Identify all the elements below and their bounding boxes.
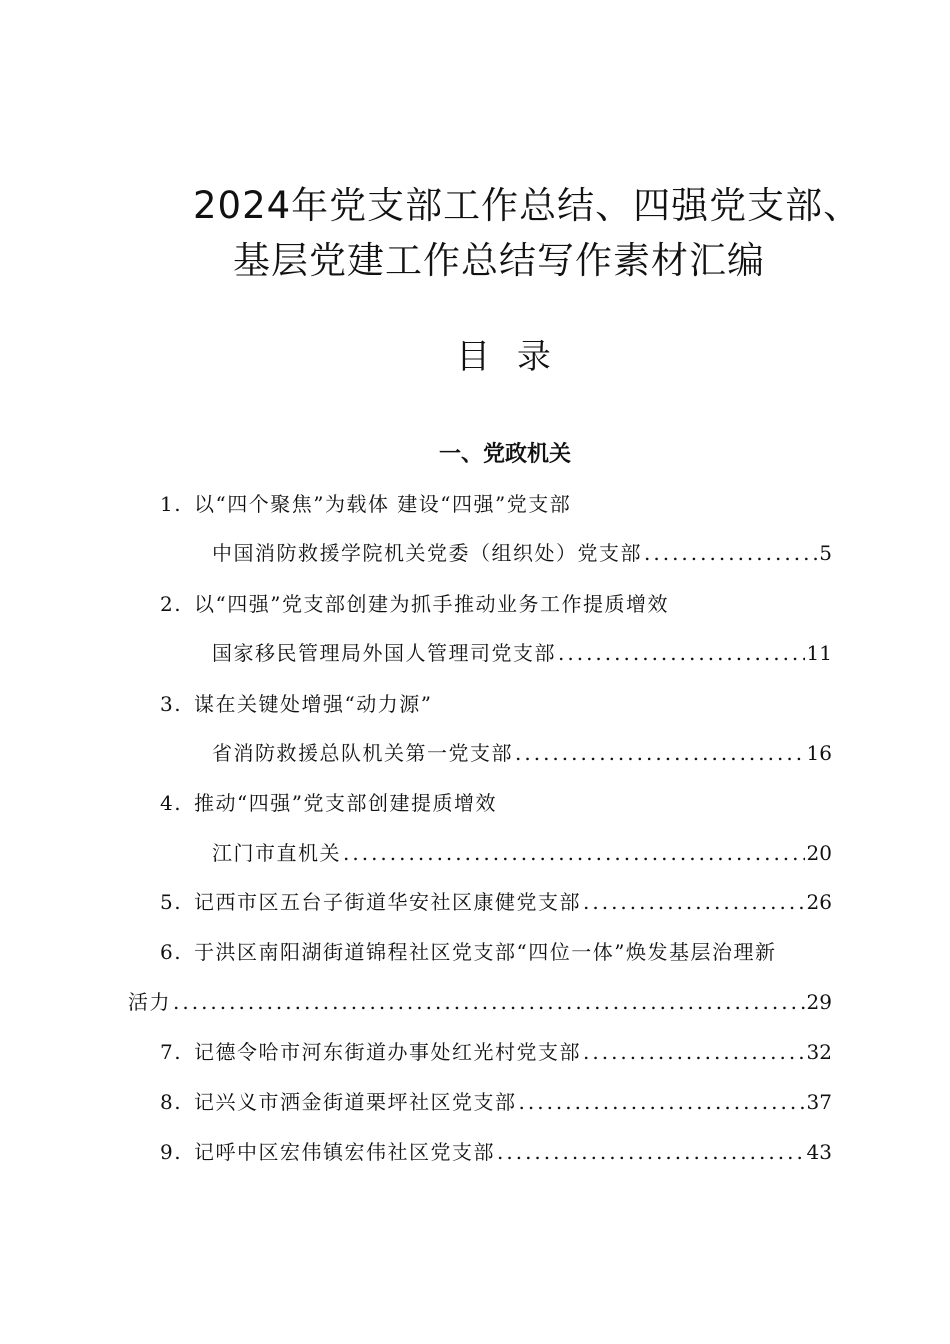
toc-leader-dots [583, 1037, 805, 1067]
toc-page-number: 11 [806, 641, 832, 665]
toc-entry-number: 3. [160, 692, 183, 716]
document-title [60, 178, 890, 288]
toc-entry-subtitle-line[interactable] [212, 738, 832, 768]
toc-leader-dots [343, 838, 805, 868]
toc-page-number: 26 [806, 890, 832, 914]
toc-entry-number: 7. [160, 1040, 183, 1064]
toc-heading: 目 录 [456, 337, 559, 377]
toc-leader-dots [644, 538, 817, 568]
toc-entry-text-wrap [160, 1037, 581, 1067]
toc-leader-dots [515, 738, 805, 768]
toc-entry-number: 2. [160, 592, 183, 616]
toc-leader-dots [583, 887, 805, 917]
toc-entry-text: 以“四强”党支部创建为抓手推动业务工作提质增效 [194, 592, 669, 616]
toc-page-number: 29 [806, 990, 832, 1014]
toc-entry-number: 9. [160, 1140, 183, 1164]
toc-page-number: 16 [806, 741, 832, 765]
toc-entry-title[interactable] [160, 689, 432, 719]
toc-entry-subtitle: 省消防救援总队机关第一党支部 [212, 741, 513, 765]
toc-entry-text: 于洪区南阳湖街道锦程社区党支部“四位一体”焕发基层治理新 [194, 940, 777, 964]
toc-entry-continuation-line[interactable] [128, 987, 832, 1017]
toc-leader-dots [558, 638, 805, 668]
toc-page-number: 32 [806, 1040, 832, 1064]
toc-entry-number: 6. [160, 940, 183, 964]
toc-entry-subtitle: 江门市直机关 [212, 841, 341, 865]
toc-page-number: 37 [806, 1090, 832, 1114]
toc-page-number: 20 [806, 841, 832, 865]
document-title-line-1: 2024年党支部工作总结、四强党支部、 [193, 184, 862, 227]
toc-entry-text-wrap [160, 887, 581, 917]
toc-leader-dots [497, 1137, 805, 1167]
toc-entry-title[interactable] [160, 489, 571, 519]
toc-entry-text-wrap [160, 1087, 517, 1117]
toc-entry-subtitle-line[interactable] [212, 838, 832, 868]
toc-entry-text: 记德令哈市河东街道办事处红光村党支部 [194, 1040, 581, 1064]
toc-entry-number: 1. [160, 492, 183, 516]
toc-entry-number: 8. [160, 1090, 183, 1114]
toc-leader-dots [173, 987, 805, 1017]
toc-entry-continuation: 活力 [128, 990, 171, 1014]
toc-page-number: 43 [806, 1140, 832, 1164]
toc-entry-text: 记西市区五台子街道华安社区康健党支部 [194, 890, 581, 914]
toc-entry-title[interactable] [160, 937, 776, 967]
toc-entry-text: 推动“四强”党支部创建提质增效 [194, 791, 497, 815]
toc-entry-subtitle-line[interactable] [212, 638, 832, 668]
toc-entry-title[interactable] [160, 788, 497, 818]
toc-leader-dots [519, 1087, 805, 1117]
toc-entry[interactable] [160, 1087, 832, 1117]
toc-entry-text-wrap [160, 1137, 495, 1167]
toc-entry-text: 记呼中区宏伟镇宏伟社区党支部 [194, 1140, 495, 1164]
toc-entry[interactable] [160, 887, 832, 917]
toc-entry[interactable] [160, 1137, 832, 1167]
toc-entry-subtitle: 国家移民管理局外国人管理司党支部 [212, 641, 556, 665]
toc-entry-number: 5. [160, 890, 183, 914]
toc-entry-text: 记兴义市洒金街道栗坪社区党支部 [194, 1090, 517, 1114]
toc-entry-title[interactable] [160, 589, 669, 619]
toc-entry-text: 谋在关键处增强“动力源” [194, 692, 433, 716]
toc-entry-subtitle: 中国消防救援学院机关党委（组织处）党支部 [212, 541, 642, 565]
toc-page-number: 5 [819, 541, 832, 565]
toc-entry-number: 4. [160, 791, 183, 815]
section-heading: 一、党政机关 [438, 442, 571, 467]
toc-entry-subtitle-line[interactable] [212, 538, 832, 568]
toc-entry[interactable] [160, 1037, 832, 1067]
document-title-line-2: 基层党建工作总结写作素材汇编 [233, 239, 765, 282]
toc-entry-text: 以“四个聚焦”为载体 建设“四强”党支部 [194, 492, 572, 516]
